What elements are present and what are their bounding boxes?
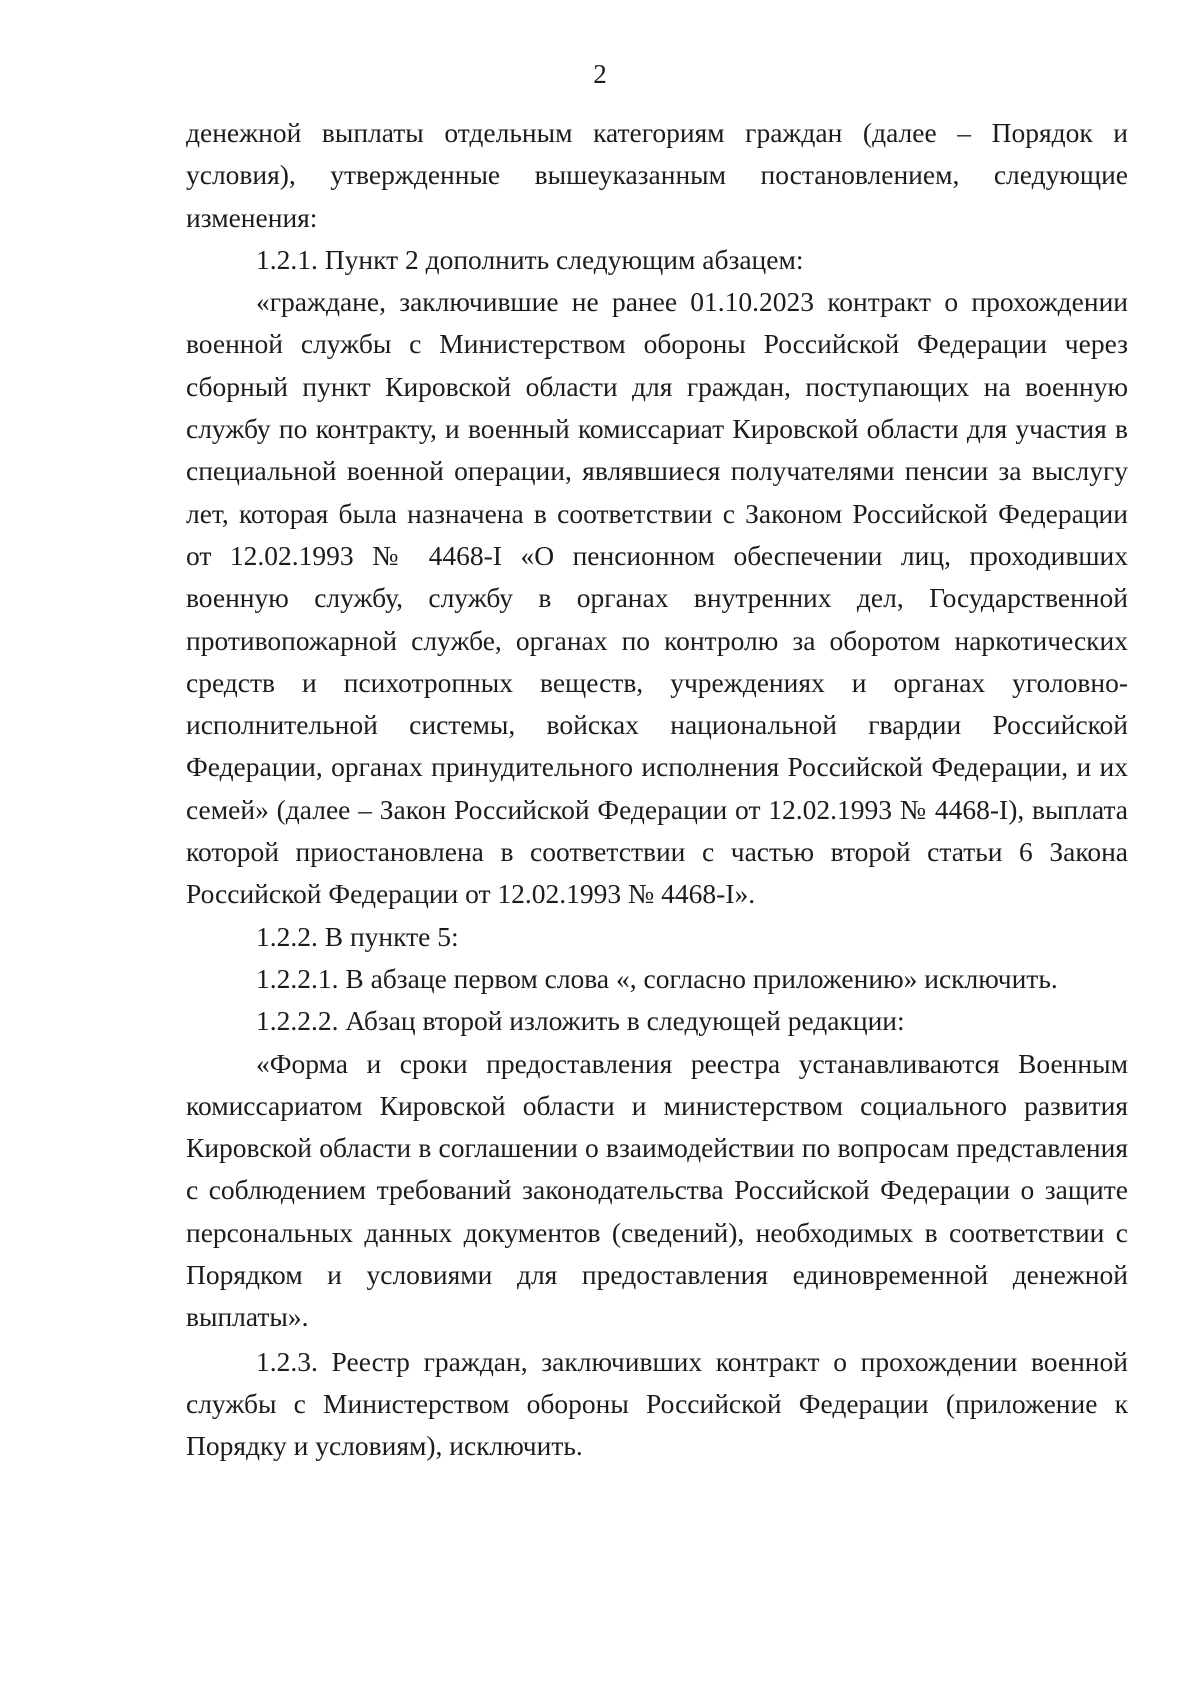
document-body [186,112,1128,1468]
paragraph-intro-continuation: денежной выплаты отдельным категориям граждан (далее – Порядок и условия), утвержденные вышеуказанным постановлением, следующие изменения: [186,117,1128,233]
paragraph-item-1-2-2-2-quote: «Форма и сроки предоставления реестра устанавливаются Военным комиссариатом Кировской области и министерством социального развития Кировской области в соглашении о взаимодействии по вопросам представления с соблюдением требований законодательства Российской Федерации о защите персональных данных документов (сведений), необходимых в соответствии с Порядком и условиями для предоставления единовременной денежной выплаты». [186,1047,1128,1333]
paragraph-item-1-2-2-1: 1.2.2.1. В абзаце первом слова «, согласно приложению» исключить. [256,962,1058,994]
paragraph-item-1-2-2: 1.2.2. В пункте 5: [256,920,459,952]
paragraph-item-1-2-1: 1.2.1. Пункт 2 дополнить следующим абзацем: [256,243,804,275]
page-number: 2 [593,59,607,89]
paragraph-item-1-2-1-quote: «граждане, заключившие не ранее 01.10.2023 контракт о прохождении военной службы с Министерством обороны Российской Федерации через сборный пункт Кировской области для граждан, поступающих на военную службу по контракту, и военный комиссариат Кировской области для участия в специальной военной операции, являвшиеся получателями пенсии за выслугу лет, которая была назначена в соответствии с Законом Российской Федерации от 12.02.1993 № 4468-I «О пенсионном обеспечении лиц, проходивших военную службу, службу в органах внутренних дел, Государственной противопожарной службе, органах по контролю за оборотом наркотических средств и психотропных веществ, учреждениях и органах уголовно-исполнительной системы, войсках национальной гвардии Российской Федерации, органах принудительного исполнения Российской Федерации, и их семей» (далее – Закон Российской Федерации от 12.02.1993 № 4468-I), выплата которой приостановлена в соответствии с частью второй статьи 6 Закона Российской Федерации от 12.02.1993 № 4468-I». [186,286,1128,910]
paragraph-item-1-2-3: 1.2.3. Реестр граждан, заключивших контракт о прохождении военной службы с Министерством обороны Российской Федерации (приложение к Порядку и условиям), исключить. [186,1345,1128,1462]
paragraph-item-1-2-2-2: 1.2.2.2. Абзац второй изложить в следующей редакции: [256,1005,905,1037]
